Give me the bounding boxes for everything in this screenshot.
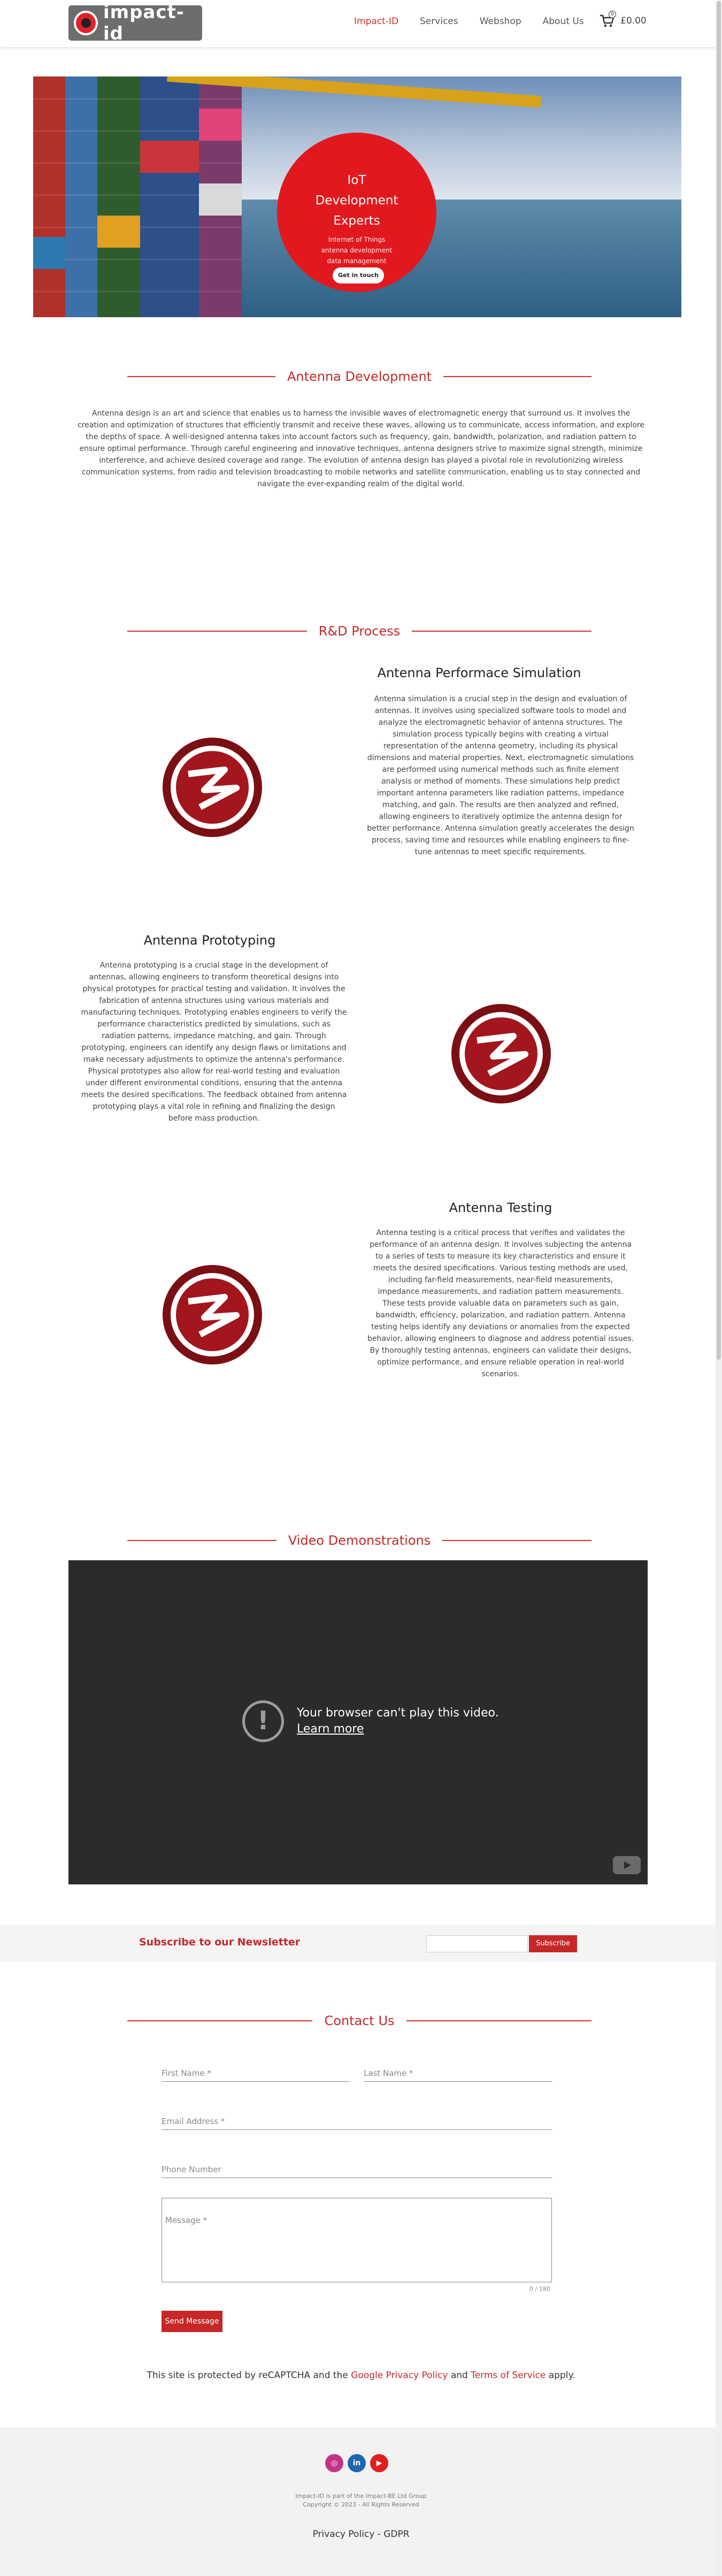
footer-copyright: Copyright © 2023 - All Rights Reserved xyxy=(303,2501,419,2508)
recaptcha-text: This site is protected by reCAPTCHA and the xyxy=(147,2370,351,2381)
message-field[interactable] xyxy=(162,2198,552,2282)
shopping-cart-icon xyxy=(599,14,615,28)
first-name-placeholder: First Name * xyxy=(162,2068,211,2078)
last-name-placeholder: Last Name * xyxy=(364,2068,413,2078)
nav-item-impact-id[interactable]: Impact-ID xyxy=(354,16,399,27)
footer-links[interactable]: Privacy Policy - GDPR xyxy=(312,2529,410,2540)
terms-of-service-link[interactable]: Terms of Service xyxy=(471,2370,546,2381)
antenna-development-text: Antenna design is an art and science that enables us to harness the invisible waves of electromagnetic energy that surround us. It involves the creation and optimization of structures that efficiently transmit and receive these waves, allowing us to communicate, access information, and explore the depths of space. A well-designed antenna takes into account factors such as frequency, gain, bandwidth, polarization, and radiation pattern to ensure optimal performance. Through careful engineering and innovative techniques, antenna designers strive to maximize signal strength, minimize interference, and achieve desired coverage and range. The evolution of antenna design has played a pivotal role in revolutionizing wireless communication systems, from radio and television broadcasting to mobile networks and satellite communication, enabling us to stay connected and navigate the ever-expanding realm of the digital world. xyxy=(78,409,644,488)
prototyping-text: Antenna prototyping is a crucial stage in the development of antennas, allowing engineers to transform theoretical designs into physical prototypes for practical testing and validation. It involves the fabrication of antenna structures using various materials and manufacturing techniques. Prototyping enables engineers to verify the performance characteristics predicted by simulations, such as radiation patterns, impedance matching, and gain. Through prototyping, engineers can identify any design flaws or limitations and make necessary adjustments to optimize the antenna's performance. Physical prototypes also allow for real-world testing and evaluation under different environmental conditions, ensuring that the antenna meets the desired specifications. The feedback obtained from antenna prototyping plays a vital role in refining and finalizing the design before mass production. xyxy=(81,961,347,1123)
hero-callout xyxy=(277,133,436,292)
section-title: Antenna Development xyxy=(287,369,432,384)
heading-divider xyxy=(127,1540,276,1541)
hero-subtitle-line: antenna development xyxy=(321,247,393,254)
phone-placeholder: Phone Number xyxy=(162,2165,221,2174)
video-error-message xyxy=(242,1700,499,1742)
heading-divider xyxy=(412,631,592,632)
site-footer xyxy=(0,2427,722,2576)
section-heading-video xyxy=(127,1530,592,1551)
recaptcha-text: apply. xyxy=(546,2370,575,2381)
social-links xyxy=(325,2454,393,2472)
prototyping-title: Antenna Prototyping xyxy=(143,933,276,948)
heading-divider xyxy=(442,1540,592,1541)
impact-id-badge-icon xyxy=(162,737,263,838)
newsletter-bar xyxy=(0,1925,722,1962)
section-heading-contact xyxy=(127,2010,592,2031)
scrollbar-thumb[interactable] xyxy=(717,1,721,1360)
nav-item-webshop[interactable]: Webshop xyxy=(479,16,521,27)
hero-title xyxy=(277,170,436,231)
site-header xyxy=(0,0,722,47)
nav-item-about-us[interactable]: About Us xyxy=(542,16,584,27)
newsletter-title: Subscribe to our Newsletter xyxy=(139,1936,301,1948)
testing-text: Antenna testing is a critical process that verifies and validates the performance of an antenna design. It involves subjecting the antenna to a series of tests to measure its key characteristics and ensure it meets the desired specifications. Various testing methods are used, including far-field measurements, near-field measurements, impedance measurements, and radiation pattern measurements. These tests provide valuable data on parameters such as gain, bandwidth, efficiency, polarization, and radiation pattern. Antenna testing helps identify any deviations or anomalies from the expected behavior, allowing engineers to diagnose and address potential issues. By thoroughly testing antennas, engineers can validate their designs, optimize performance, and ensure reliable operation in real-world scenarios. xyxy=(367,1229,634,1378)
section-title: Contact Us xyxy=(324,2013,395,2028)
message-char-counter: 0 / 180 xyxy=(529,2286,550,2293)
subscribe-button[interactable]: Subscribe xyxy=(529,1935,577,1952)
linkedin-icon[interactable]: in xyxy=(348,2454,366,2472)
site-logo[interactable] xyxy=(68,2,202,44)
logo-text: impact-id xyxy=(103,2,185,44)
hero-title-line: IoT xyxy=(347,173,366,187)
hero-title-line: Experts xyxy=(333,214,380,228)
section-heading-rd-process xyxy=(127,620,592,642)
cart-count-badge: 0 xyxy=(609,11,616,18)
last-name-field[interactable] xyxy=(364,2066,552,2082)
recaptcha-text: and xyxy=(448,2370,471,2381)
section-heading-antenna-development xyxy=(127,366,592,387)
impact-id-badge-icon xyxy=(450,1003,552,1105)
footer-group-line: Impact-ID is part of the Impact-BE Ltd Group xyxy=(295,2493,427,2500)
hero-subtitle xyxy=(277,234,436,266)
phone-field[interactable] xyxy=(162,2162,552,2178)
exclamation-icon: ! xyxy=(242,1700,284,1742)
google-privacy-link[interactable]: Google Privacy Policy xyxy=(351,2370,448,2381)
instagram-icon[interactable]: ◎ xyxy=(325,2454,343,2472)
get-in-touch-button[interactable]: Get in touch xyxy=(333,267,384,283)
heading-divider xyxy=(127,376,275,377)
heading-divider xyxy=(127,631,307,632)
page-scrollbar[interactable] xyxy=(716,0,722,2576)
first-name-field[interactable] xyxy=(162,2066,350,2082)
message-placeholder: Message * xyxy=(165,2215,208,2225)
newsletter-email-input[interactable] xyxy=(426,1935,528,1952)
youtube-icon[interactable] xyxy=(613,1856,641,1874)
youtube-icon[interactable]: ▶ xyxy=(370,2454,388,2472)
learn-more-link[interactable]: Learn more xyxy=(297,1722,364,1736)
heading-divider xyxy=(406,2020,592,2021)
recaptcha-notice xyxy=(0,2370,722,2381)
heading-divider xyxy=(443,376,592,377)
shipping-containers-image xyxy=(33,76,242,317)
impact-id-badge-icon xyxy=(162,1264,263,1366)
section-title: R&D Process xyxy=(318,624,401,639)
simulation-title: Antenna Performace Simulation xyxy=(377,665,581,680)
heading-divider xyxy=(127,2020,312,2021)
main-nav xyxy=(354,16,605,27)
nav-item-services[interactable]: Services xyxy=(420,16,458,27)
cart-total: £0.00 xyxy=(620,16,647,26)
video-error-text: Your browser can't play this video. xyxy=(297,1706,499,1720)
hero-subtitle-line: Internet of Things xyxy=(328,236,386,243)
email-placeholder: Email Address * xyxy=(162,2117,225,2126)
hero-title-line: Development xyxy=(315,194,398,208)
testing-title: Antenna Testing xyxy=(449,1200,552,1215)
simulation-text: Antenna simulation is a crucial step in the design and evaluation of antennas. It involves using specialized software tools to model and analyze the electromagnetic behavior of antenna structures. The simulation process typically begins with creating a virtual representation of the antenna geometry, including its physical dimensions and material properties. Next, electromagnetic simulations are performed using numerical methods such as finite element analysis or method of moments. These simulations help predict important antenna parameters like radiation patterns, impedance matching, and gain. The results are then analyzed and refined, allowing engineers to iteratively optimize the antenna design for better performance. Antenna simulation greatly accelerates the design process, saving time and resources while enabling engineers to fine-tune antennas to meet specific requirements. xyxy=(367,695,634,856)
video-player[interactable] xyxy=(68,1560,648,1884)
hero-subtitle-line: data management xyxy=(327,257,387,265)
cart-button[interactable] xyxy=(599,14,647,28)
email-field[interactable] xyxy=(162,2114,552,2130)
section-title: Video Demonstrations xyxy=(288,1533,431,1548)
logo-mark-icon xyxy=(74,11,98,35)
send-message-button[interactable]: Send Message xyxy=(162,2311,222,2332)
